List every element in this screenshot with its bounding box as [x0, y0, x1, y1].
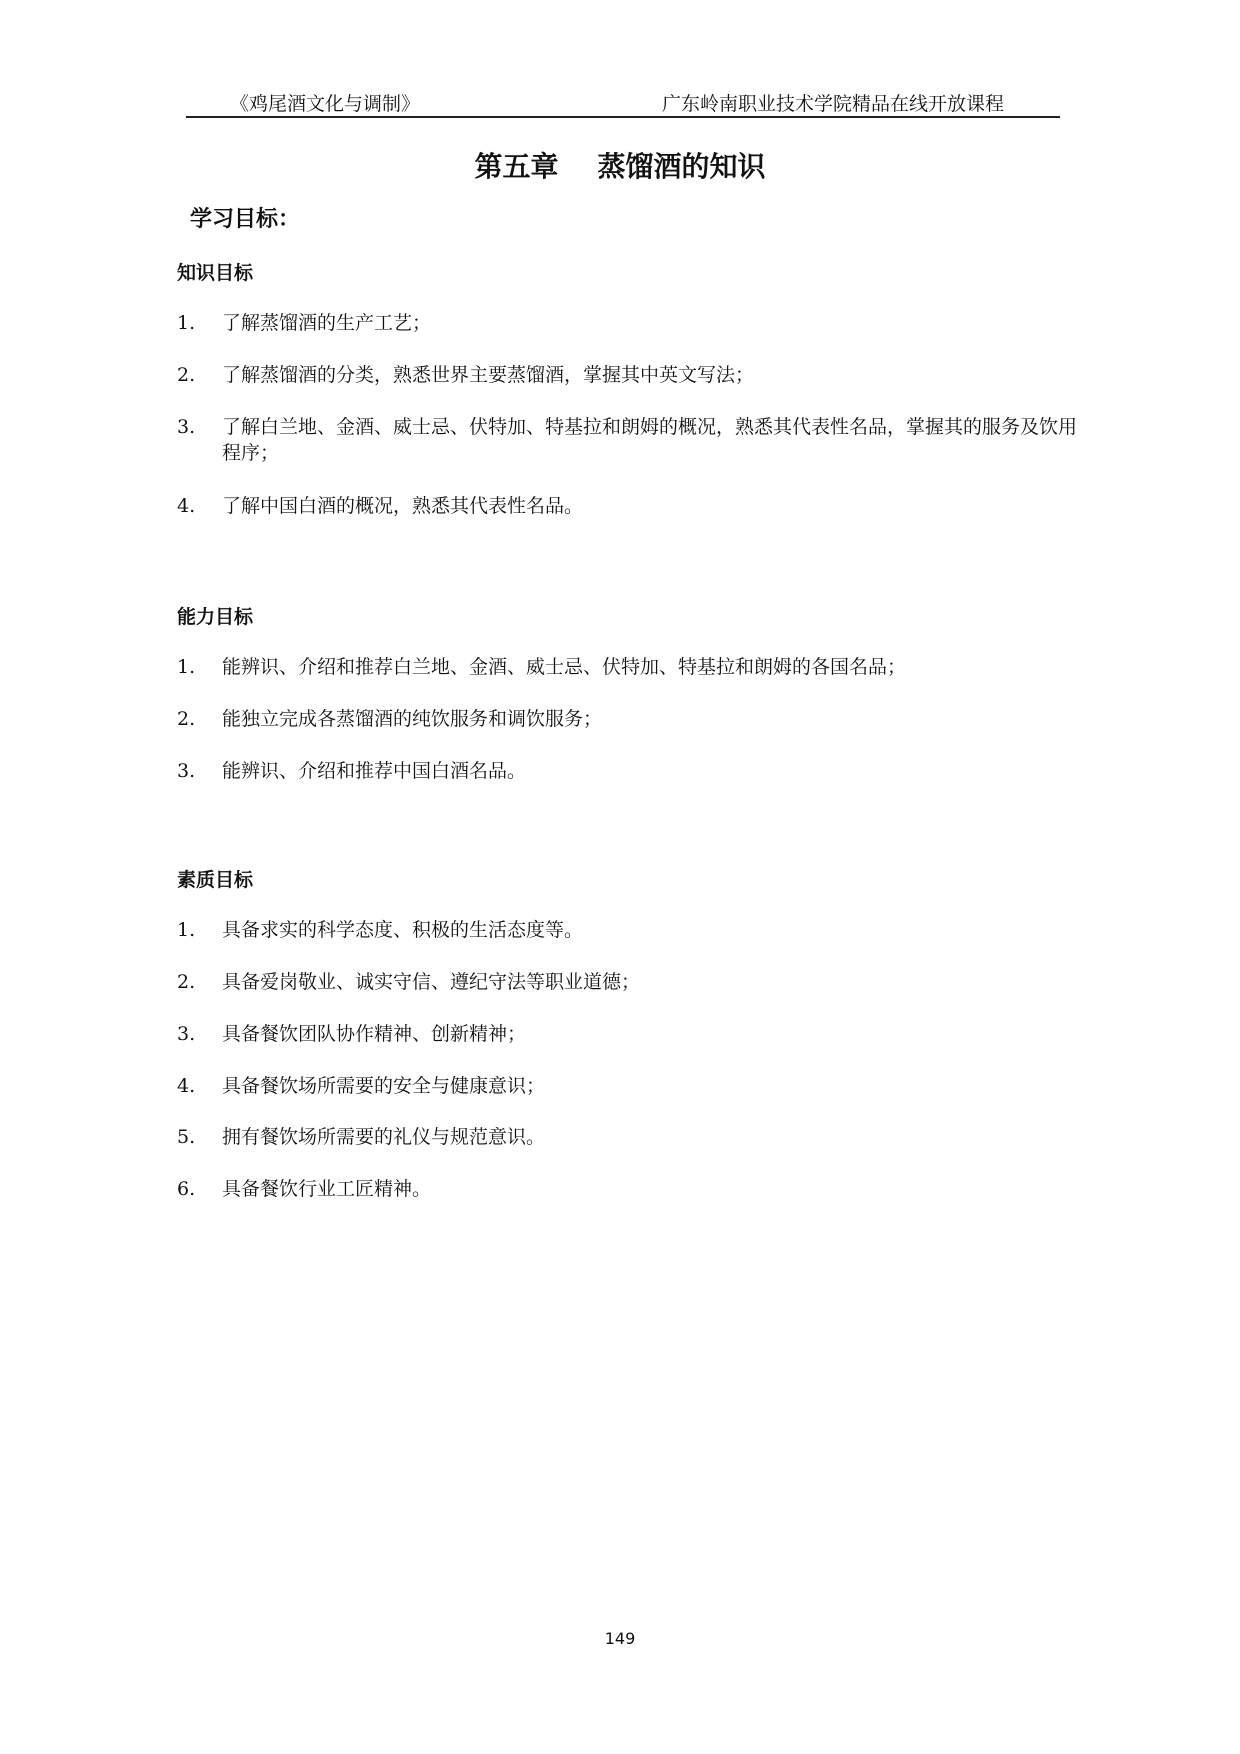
header-institution: 广东岭南职业技术学院精品在线开放课程: [661, 93, 1004, 115]
list-item-number: 2.: [177, 971, 196, 993]
chapter-title: 第五章 蒸馏酒的知识: [474, 150, 766, 183]
list-item-number: 6.: [177, 1178, 196, 1200]
list-item-text: 了解白兰地、金酒、威士忌、伏特加、特基拉和朗姆的概况，熟悉其代表性名品，掌握其的服务及饮用程序；: [222, 416, 1078, 464]
list-item-number: 2.: [177, 364, 196, 386]
list-item-number: 2.: [177, 708, 196, 730]
list-item: [177, 1073, 1085, 1099]
list-item-text: 了解中国白酒的概况，熟悉其代表性名品。: [222, 495, 584, 517]
list-item: [177, 706, 1085, 732]
list-item-number: 1.: [177, 656, 196, 678]
header-course-title: 《鸡尾酒文化与调制》: [230, 93, 421, 115]
list-item-number: 1.: [177, 312, 196, 334]
page-number: 149: [604, 1629, 636, 1648]
list-item-text: 能独立完成各蒸馏酒的纯饮服务和调饮服务；: [222, 708, 603, 730]
list-item: [177, 969, 1085, 995]
list-item-text: 拥有餐饮场所需要的礼仪与规范意识。: [222, 1126, 546, 1148]
list-item: [177, 1176, 1085, 1202]
page-header: [186, 86, 1060, 118]
list-item: [177, 310, 1085, 336]
objectives-heading: 学习目标：: [190, 207, 301, 232]
list-item-number: 3.: [177, 1023, 196, 1045]
list-item-number: 4.: [177, 1075, 196, 1097]
list-item: [177, 917, 1085, 943]
list-item: [177, 1124, 1085, 1150]
section-title-quality: 素质目标: [177, 869, 254, 891]
list-item-number: 3.: [177, 760, 196, 782]
section-title-knowledge: 知识目标: [177, 262, 254, 284]
list-item-text: 具备求实的科学态度、积极的生活态度等。: [222, 919, 584, 941]
list-item-text: 具备餐饮团队协作精神、创新精神；: [222, 1023, 527, 1045]
list-item-number: 4.: [177, 495, 196, 517]
list-item: [177, 414, 1085, 466]
list-item-number: 3.: [177, 416, 196, 438]
list-item-text: 能辨识、介绍和推荐中国白酒名品。: [222, 760, 527, 782]
list-item-text: 了解蒸馏酒的分类，熟悉世界主要蒸馏酒，掌握其中英文写法；: [222, 364, 755, 386]
list-item-text: 能辨识、介绍和推荐白兰地、金酒、威士忌、伏特加、特基拉和朗姆的各国名品；: [222, 656, 907, 678]
list-item-text: 具备餐饮场所需要的安全与健康意识；: [222, 1075, 546, 1097]
list-item: [177, 362, 1085, 388]
list-item: [177, 758, 1085, 784]
list-item-number: 5.: [177, 1126, 196, 1148]
list-item-text: 具备爱岗敬业、诚实守信、遵纪守法等职业道德；: [222, 971, 641, 993]
list-item: [177, 493, 1085, 519]
list-item-text: 了解蒸馏酒的生产工艺；: [222, 312, 432, 334]
list-item: [177, 1021, 1085, 1047]
list-item-number: 1.: [177, 919, 196, 941]
list-item: [177, 654, 1085, 680]
section-title-ability: 能力目标: [177, 606, 254, 628]
list-item-text: 具备餐饮行业工匠精神。: [222, 1178, 432, 1200]
